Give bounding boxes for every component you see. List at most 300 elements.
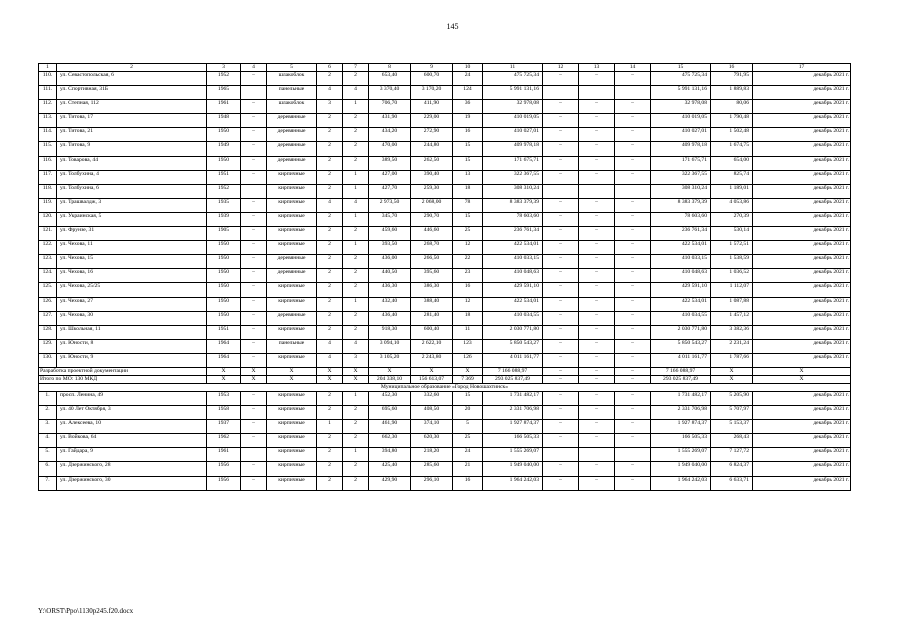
summary-cell: 293 025 837,49 (483, 375, 543, 383)
summary-cell: Х (241, 375, 267, 383)
table-cell: ул. Товарова, 44 (57, 156, 207, 170)
table-cell: 410 019,05 (651, 114, 711, 128)
table-cell: 22 (453, 255, 483, 269)
summary-cell: 156 613,07 (411, 375, 453, 383)
table-cell: 4 (317, 353, 343, 367)
table-cell: 110. (39, 72, 57, 86)
table-cell: – (579, 170, 615, 184)
table-cell: 15 (453, 156, 483, 170)
table-row (39, 476, 851, 490)
table-cell: 2 030 771,80 (483, 325, 543, 339)
table-cell: 2 (317, 434, 343, 448)
table-cell: – (543, 198, 579, 212)
table-cell: кирпичные (267, 325, 317, 339)
summary-cell: 7 166 088,97 (651, 367, 711, 375)
table-cell: – (241, 241, 267, 255)
table-cell: 15 (453, 142, 483, 156)
table-cell: 290,70 (411, 212, 453, 226)
table-cell: 13 (453, 170, 483, 184)
table-cell: – (241, 353, 267, 367)
table-cell: – (615, 100, 651, 114)
table-cell: – (615, 297, 651, 311)
table-cell: декабрь 2021 г. (753, 170, 851, 184)
table-cell: – (241, 325, 267, 339)
table-cell: 393,50 (369, 241, 411, 255)
table-cell: 1 555 269,07 (483, 448, 543, 462)
summary-cell: Х (317, 375, 343, 383)
table-cell: 1 (343, 170, 369, 184)
table-row (39, 156, 851, 170)
table-cell: 390,40 (411, 170, 453, 184)
table-cell: 322 367,55 (483, 170, 543, 184)
table-cell: 1 (317, 420, 343, 434)
table-cell: 1 087,88 (711, 297, 753, 311)
table-cell: ул. Фрунзе, 31 (57, 227, 207, 241)
table-cell: 4 (317, 86, 343, 100)
table-cell: 2 (317, 156, 343, 170)
table-cell: – (579, 255, 615, 269)
table-cell: ул. Чехова, 11 (57, 241, 207, 255)
table-cell: – (579, 72, 615, 86)
table-cell: 2 (317, 241, 343, 255)
table-cell: 3 094,10 (369, 339, 411, 353)
table-cell: 171 675,71 (483, 156, 543, 170)
column-number: 11 (483, 64, 543, 72)
table-cell: 1935 (207, 198, 241, 212)
table-cell: 5 153,37 (711, 420, 753, 434)
summary-cell: 204 338,10 (369, 375, 411, 383)
column-number: 2 (57, 64, 207, 72)
table-cell: шлакоблок (267, 72, 317, 86)
table-cell: 23 (453, 269, 483, 283)
table-cell: 32 978,08 (483, 100, 543, 114)
table-cell: 470,00 (369, 142, 411, 156)
table-cell: 116. (39, 156, 57, 170)
table-cell: 1 927 874,37 (483, 420, 543, 434)
table-cell: 429 591,10 (483, 283, 543, 297)
table-row (39, 311, 851, 325)
table-cell: 6. (39, 462, 57, 476)
table-cell: 1 572,51 (711, 241, 753, 255)
table-cell: – (543, 434, 579, 448)
table-cell: ул. Алексеева, 10 (57, 420, 207, 434)
table-cell: – (615, 114, 651, 128)
table-row (39, 325, 851, 339)
table-cell: 218,20 (411, 448, 453, 462)
table-cell: 3 (343, 353, 369, 367)
table-cell: 5 850 543,27 (483, 339, 543, 353)
table-cell: 1949 (207, 142, 241, 156)
table-cell: 1965 (207, 86, 241, 100)
summary-cell: Х (267, 375, 317, 383)
table-cell: 410 019,05 (483, 114, 543, 128)
table-cell: 236 761,34 (651, 227, 711, 241)
table-cell: 36 (453, 100, 483, 114)
table-cell: декабрь 2021 г. (753, 156, 851, 170)
table-cell: – (241, 198, 267, 212)
table-cell: 4 011 161,77 (483, 353, 543, 367)
table-cell: 272,90 (411, 128, 453, 142)
table-cell: декабрь 2021 г. (753, 325, 851, 339)
table-cell: 16 (453, 128, 483, 142)
table-cell: 2 (343, 325, 369, 339)
table-cell: 2 (343, 311, 369, 325)
table-cell: декабрь 2021 г. (753, 269, 851, 283)
table-cell: просп. Ленина, 49 (57, 391, 207, 405)
table-cell: деревянные (267, 128, 317, 142)
table-row (39, 255, 851, 269)
table-cell: 2 243,80 (411, 353, 453, 367)
table-cell: 791,95 (711, 72, 753, 86)
table-row (39, 297, 851, 311)
table-cell: 171 675,71 (651, 156, 711, 170)
table-cell: 119. (39, 198, 57, 212)
table-cell: 436,30 (369, 283, 411, 297)
table-cell: – (615, 406, 651, 420)
section-title: Муниципальное образование «Город Новошахтинск» (39, 383, 851, 391)
table-cell: – (579, 128, 615, 142)
table-cell: 166 505,33 (651, 434, 711, 448)
table-cell: 121. (39, 227, 57, 241)
table-cell: 296,10 (411, 476, 453, 490)
table-cell (579, 86, 615, 100)
table-cell: – (241, 476, 267, 490)
table-cell: декабрь 2021 г. (753, 227, 851, 241)
table-cell: – (615, 339, 651, 353)
table-cell: – (579, 325, 615, 339)
table-cell: 374,10 (411, 420, 453, 434)
table-cell: 1950 (207, 255, 241, 269)
table-cell: деревянные (267, 114, 317, 128)
table-cell: 123 (453, 339, 483, 353)
table-cell: декабрь 2021 г. (753, 448, 851, 462)
table-cell: 422 534,01 (651, 241, 711, 255)
table-cell: 1 964 242,03 (483, 476, 543, 490)
table-cell: 1 502,48 (711, 128, 753, 142)
table-cell: декабрь 2021 г. (753, 255, 851, 269)
table-cell: – (579, 100, 615, 114)
table-cell: – (543, 170, 579, 184)
table-cell: – (579, 391, 615, 405)
table-cell: – (241, 72, 267, 86)
table-cell: 166 505,33 (483, 434, 543, 448)
table-cell: 130. (39, 353, 57, 367)
table-cell: 117. (39, 170, 57, 184)
table-cell: – (241, 406, 267, 420)
table-cell: 1 (343, 241, 369, 255)
table-row (39, 128, 851, 142)
table-cell: – (241, 269, 267, 283)
table-cell: – (543, 227, 579, 241)
table-cell: кирпичные (267, 198, 317, 212)
table-row (39, 462, 851, 476)
table-cell: 410 048,63 (483, 269, 543, 283)
column-number: 10 (453, 64, 483, 72)
table-cell: 2 973,50 (369, 198, 411, 212)
table-cell: – (241, 311, 267, 325)
table-cell (543, 184, 579, 198)
table-cell: 7 127,72 (711, 448, 753, 462)
table-cell: ул. Чехова, 16 (57, 269, 207, 283)
summary-cell: 293 025 837,49 (651, 375, 711, 383)
summary-cell: – (579, 375, 615, 383)
table-cell: декабрь 2021 г. (753, 114, 851, 128)
table-cell: 229,00 (411, 114, 453, 128)
table-cell: – (615, 311, 651, 325)
table-row (39, 406, 851, 420)
table-cell: 706,70 (369, 100, 411, 114)
table-cell: 32 978,08 (651, 100, 711, 114)
table-cell: – (241, 339, 267, 353)
table-cell: декабрь 2021 г. (753, 339, 851, 353)
table-cell: 446,60 (411, 227, 453, 241)
table-cell: 1956 (207, 462, 241, 476)
table-cell: 425,40 (369, 462, 411, 476)
table-cell: декабрь 2021 г. (753, 311, 851, 325)
table-cell: – (615, 72, 651, 86)
table-cell: кирпичные (267, 476, 317, 490)
summary-cell: – (615, 375, 651, 383)
column-number: 7 (343, 64, 369, 72)
table-cell: 3 370,40 (369, 86, 411, 100)
summary-cell: Х (711, 375, 753, 383)
table-cell: ул. Титова, 17 (57, 114, 207, 128)
page-number: 145 (446, 22, 459, 31)
table-cell: 386,30 (411, 283, 453, 297)
table-cell: – (241, 391, 267, 405)
table-cell: 8 383 379,39 (651, 198, 711, 212)
table-cell: 422 534,01 (483, 241, 543, 255)
table-cell: 452,30 (369, 391, 411, 405)
table-cell: 118. (39, 184, 57, 198)
table-row (39, 184, 851, 198)
table-cell: 3. (39, 420, 57, 434)
table-cell: 3 382,36 (711, 325, 753, 339)
table-row (39, 86, 851, 100)
table-cell: кирпичные (267, 283, 317, 297)
table-cell: 410 027,01 (483, 128, 543, 142)
table-cell: – (543, 128, 579, 142)
table-cell (543, 86, 579, 100)
table-cell: 1950 (207, 297, 241, 311)
table-cell: 25 (453, 434, 483, 448)
table-cell: – (543, 241, 579, 255)
table-row (39, 72, 851, 86)
table-cell: 2 (343, 128, 369, 142)
table-cell: ул. Чехова, 15 (57, 255, 207, 269)
table-cell: – (543, 100, 579, 114)
table-cell: 285,60 (411, 462, 453, 476)
table-cell: – (241, 100, 267, 114)
table-cell: 2 (317, 227, 343, 241)
table-cell: 2 (317, 406, 343, 420)
table-cell: панельные (267, 339, 317, 353)
summary-cell: Х (453, 367, 483, 375)
table-cell: кирпичные (267, 391, 317, 405)
table-cell: ул. Титова, 21 (57, 128, 207, 142)
summary-cell: Х (753, 367, 851, 375)
table-cell: – (241, 283, 267, 297)
table-cell: 1950 (207, 241, 241, 255)
table-cell: 25 (453, 227, 483, 241)
table-row (39, 391, 851, 405)
table-cell: – (615, 142, 651, 156)
table-cell: 825,74 (711, 170, 753, 184)
table-cell: – (615, 462, 651, 476)
table-cell: 1950 (207, 128, 241, 142)
table-cell: кирпичные (267, 297, 317, 311)
table-cell: декабрь 2021 г. (753, 212, 851, 226)
table-cell: – (579, 406, 615, 420)
table-cell: 1 (343, 391, 369, 405)
table-cell: 5. (39, 448, 57, 462)
table-cell: деревянные (267, 156, 317, 170)
table-cell: 1 555 269,07 (651, 448, 711, 462)
table-cell: – (615, 325, 651, 339)
table-cell (543, 448, 579, 462)
table-cell: 1 (343, 297, 369, 311)
table-cell: 1 949 040,00 (483, 462, 543, 476)
table-cell: 600,70 (411, 72, 453, 86)
table-cell: ул. Трашвалдж, 3 (57, 198, 207, 212)
table-cell: – (579, 311, 615, 325)
table-cell: 1958 (207, 406, 241, 420)
table-cell: 1 112,07 (711, 283, 753, 297)
table-cell: 5 205,90 (711, 391, 753, 405)
summary-label: Разработка проектной документации (39, 367, 207, 375)
summary-cell: 7 166 088,97 (483, 367, 543, 375)
table-cell: 1950 (207, 283, 241, 297)
table-cell: 1 (343, 100, 369, 114)
table-cell: – (241, 128, 267, 142)
table-cell: 1952 (207, 184, 241, 198)
summary-cell: Х (317, 367, 343, 375)
column-number: 14 (615, 64, 651, 72)
table-cell: декабрь 2021 г. (753, 353, 851, 367)
table-cell: 1 189,01 (711, 184, 753, 198)
table-cell: кирпичные (267, 170, 317, 184)
table-cell: – (543, 311, 579, 325)
summary-cell: Х (207, 367, 241, 375)
table-cell: 1 964 242,03 (651, 476, 711, 490)
table-cell: ул. Украинская, 5 (57, 212, 207, 226)
table-cell: 78 (453, 198, 483, 212)
table-cell: 124 (453, 86, 483, 100)
table-row (39, 269, 851, 283)
table-cell: декабрь 2021 г. (753, 241, 851, 255)
table-cell: – (543, 325, 579, 339)
table-cell: – (615, 269, 651, 283)
table-cell: 7. (39, 476, 57, 490)
table-cell: 80,06 (711, 100, 753, 114)
table-cell: – (543, 212, 579, 226)
table-cell: – (579, 156, 615, 170)
table-cell: – (579, 227, 615, 241)
table-cell: 6 633,71 (711, 476, 753, 490)
table-cell: – (543, 353, 579, 367)
table-cell: кирпичные (267, 353, 317, 367)
table-cell: – (579, 142, 615, 156)
table-cell: 262,50 (411, 156, 453, 170)
table-cell: 12 (453, 297, 483, 311)
table-cell: кирпичные (267, 434, 317, 448)
table-cell (579, 184, 615, 198)
table-cell: 21 (453, 462, 483, 476)
table-cell: 4 (343, 198, 369, 212)
table-cell (241, 448, 267, 462)
table-cell: декабрь 2021 г. (753, 283, 851, 297)
table-cell: – (241, 114, 267, 128)
table-cell: 2. (39, 406, 57, 420)
table-cell: 24 (453, 72, 483, 86)
table-cell: – (579, 476, 615, 490)
table-cell: – (241, 142, 267, 156)
table-cell: 114. (39, 128, 57, 142)
table-cell: ул. Чехова, 25/25 (57, 283, 207, 297)
table-cell: 115. (39, 142, 57, 156)
table-cell: ул. Титова, 9 (57, 142, 207, 156)
table-cell: ул. Юности, 8 (57, 339, 207, 353)
table-cell: 2 (343, 434, 369, 448)
table-cell: 2 (317, 269, 343, 283)
table-cell: ул. Войкова, 64 (57, 434, 207, 448)
table-cell: 1952 (207, 72, 241, 86)
table-cell: 2 (317, 476, 343, 490)
table-cell: 2 (343, 142, 369, 156)
table-cell: 388,40 (411, 297, 453, 311)
table-cell: 120. (39, 212, 57, 226)
table-cell: деревянные (267, 311, 317, 325)
table-cell: – (579, 420, 615, 434)
table-cell: 475 725,34 (483, 72, 543, 86)
table-cell: 308 310,24 (483, 184, 543, 198)
table-cell: 3 (317, 100, 343, 114)
table-cell: 1 (343, 212, 369, 226)
table-cell: – (615, 420, 651, 434)
table-cell: 1961 (207, 100, 241, 114)
table-cell: – (543, 339, 579, 353)
table-cell: декабрь 2021 г. (753, 297, 851, 311)
table-cell: 2 (343, 255, 369, 269)
summary-cell: Х (711, 367, 753, 375)
summary-cell: – (543, 375, 579, 383)
table-cell: 654,00 (711, 156, 753, 170)
table-row (39, 434, 851, 448)
table-cell: деревянные (267, 142, 317, 156)
table-cell: 345,70 (369, 212, 411, 226)
table-cell: 1 (343, 184, 369, 198)
table-cell: декабрь 2021 г. (753, 462, 851, 476)
table-cell: – (579, 434, 615, 448)
table-cell: 24 (453, 448, 483, 462)
table-cell: 5 (453, 420, 483, 434)
table-cell: 1950 (207, 269, 241, 283)
table-row (39, 283, 851, 297)
table-cell: ул. Толбухина, 6 (57, 184, 207, 198)
table-cell: 1951 (207, 325, 241, 339)
table-cell: ул. Чехова, 27 (57, 297, 207, 311)
table-cell: – (543, 297, 579, 311)
table-cell: 3 105,20 (369, 353, 411, 367)
table-cell: – (543, 391, 579, 405)
table-cell: ул. Дзержинского, 28 (57, 462, 207, 476)
table-cell: 2 (343, 114, 369, 128)
table-cell: – (241, 156, 267, 170)
table-cell: 2 331 706,98 (483, 406, 543, 420)
table-cell: 1 538,59 (711, 255, 753, 269)
column-number: 16 (711, 64, 753, 72)
table-cell: – (543, 72, 579, 86)
